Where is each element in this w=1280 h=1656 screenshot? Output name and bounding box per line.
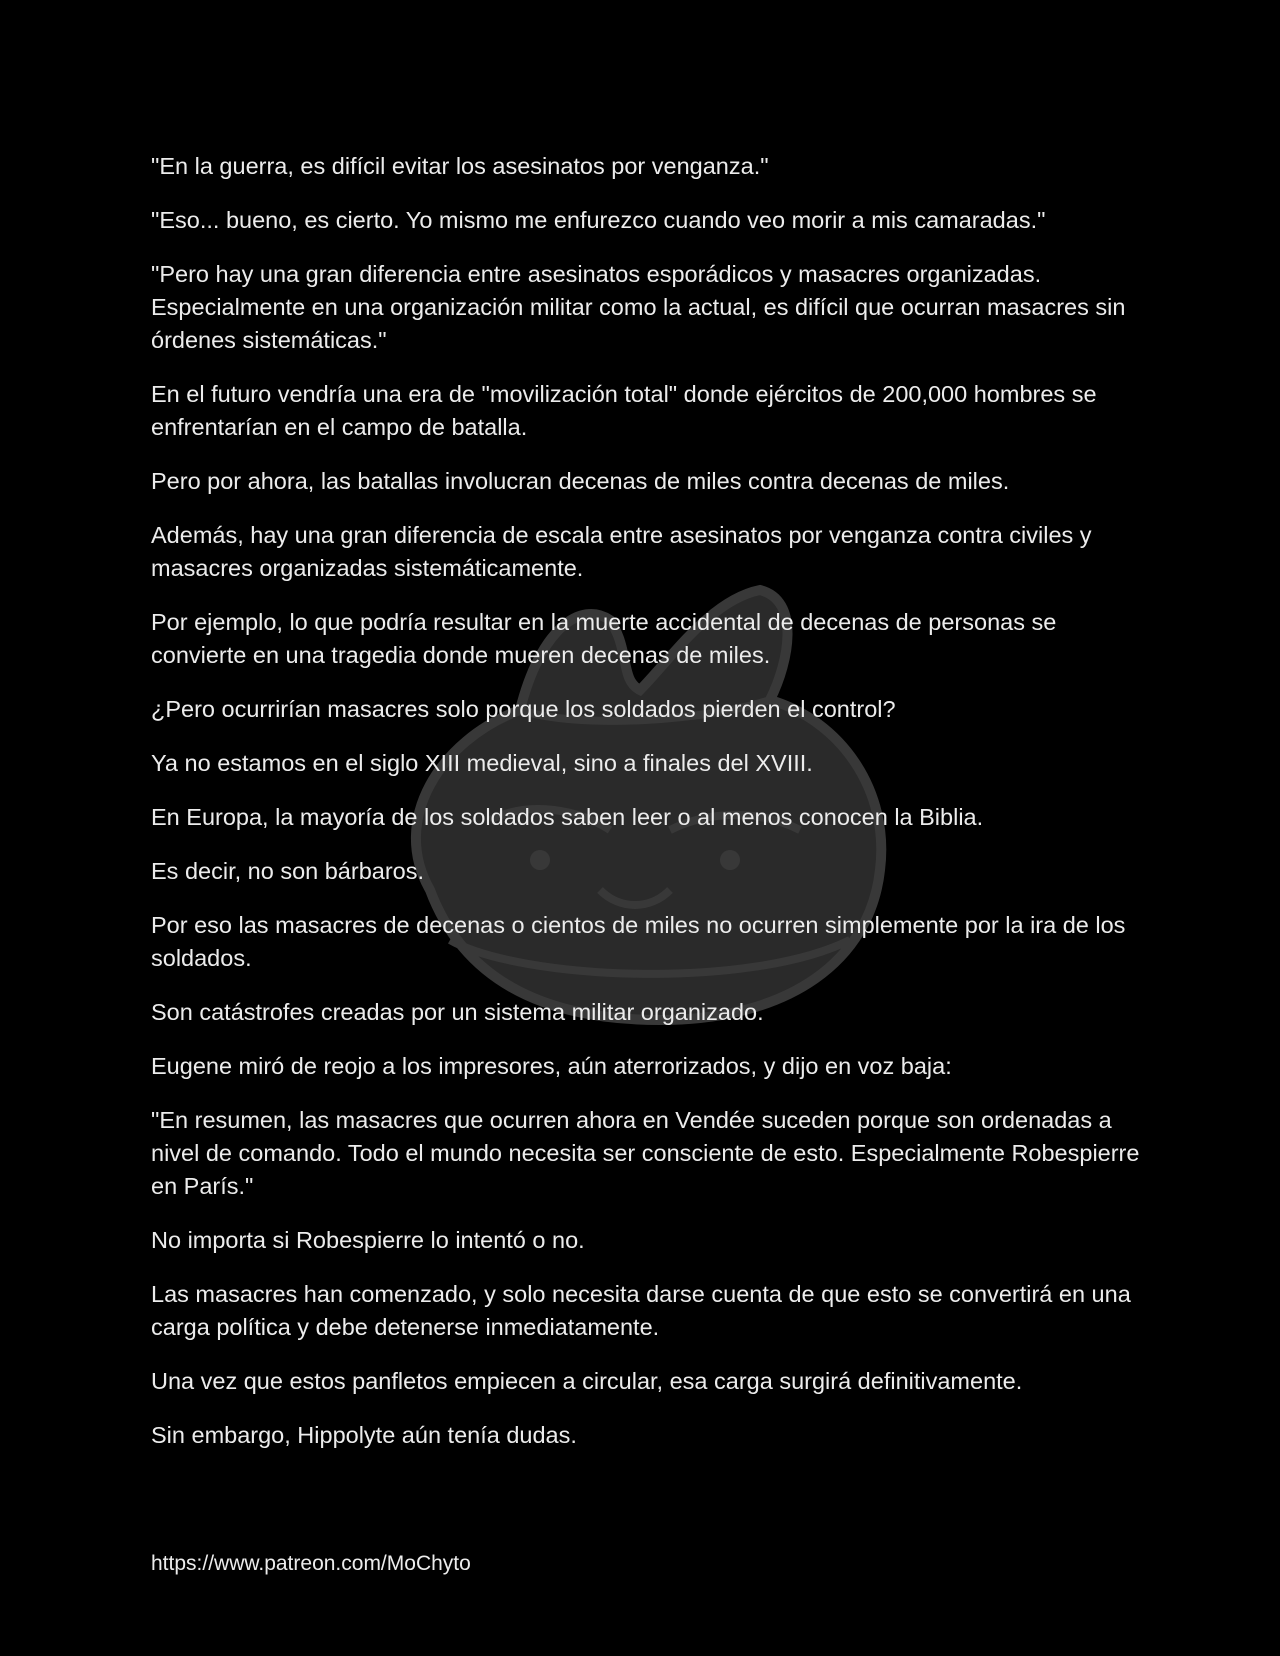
paragraph: Es decir, no son bárbaros. [151,858,425,884]
paragraph: ¿Pero ocurrirían masacres solo porque los soldados pierden el control? [151,696,896,722]
paragraph: En Europa, la mayoría de los soldados saben leer o al menos conocen la Biblia. [151,804,984,830]
paragraph: Sin embargo, Hippolyte aún tenía dudas. [151,1422,577,1448]
paragraph: "En la guerra, es difícil evitar los asesinatos por venganza." [151,153,769,179]
paragraph: No importa si Robespierre lo intentó o no. [151,1227,585,1253]
chapter-text [151,150,1141,1473]
paragraph: "Pero hay una gran diferencia entre asesinatos esporádicos y masacres organizadas. Especialmente en una organización militar como la actual, es difícil que ocurran masacres sin órdenes sistemáticas." [151,261,1126,353]
paragraph: Las masacres han comenzado, y solo necesita darse cuenta de que esto se convertirá en una carga política y debe detenerse inmediatamente. [151,1281,1131,1340]
paragraph: Por ejemplo, lo que podría resultar en la muerte accidental de decenas de personas se convierte en una tragedia donde mueren decenas de miles. [151,609,1057,668]
paragraph: Son catástrofes creadas por un sistema militar organizado. [151,999,764,1025]
paragraph: Además, hay una gran diferencia de escala entre asesinatos por venganza contra civiles y masacres organizadas sistemáticamente. [151,522,1092,581]
paragraph: "En resumen, las masacres que ocurren ahora en Vendée suceden porque son ordenadas a nivel de comando. Todo el mundo necesita ser consciente de esto. Especialmente Robespierre en París." [151,1107,1140,1199]
patreon-link[interactable]: https://www.patreon.com/MoChyto [151,1552,471,1575]
paragraph: "Eso... bueno, es cierto. Yo mismo me enfurezco cuando veo morir a mis camaradas." [151,207,1046,233]
paragraph: Por eso las masacres de decenas o cientos de miles no ocurren simplemente por la ira de los soldados. [151,912,1126,971]
paragraph: Eugene miró de reojo a los impresores, aún aterrorizados, y dijo en voz baja: [151,1053,952,1079]
paragraph: Pero por ahora, las batallas involucran decenas de miles contra decenas de miles. [151,468,1010,494]
paragraph: Una vez que estos panfletos empiecen a circular, esa carga surgirá definitivamente. [151,1368,1023,1394]
paragraph: En el futuro vendría una era de "movilización total" donde ejércitos de 200,000 hombres se enfrentarían en el campo de batalla. [151,381,1097,440]
paragraph: Ya no estamos en el siglo XIII medieval, sino a finales del XVIII. [151,750,813,776]
